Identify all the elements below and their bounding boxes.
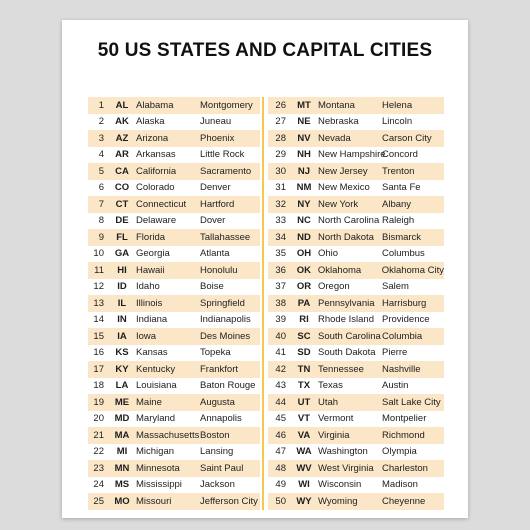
poster-title: 50 US STATES AND CAPITAL CITIES [97, 40, 433, 61]
state-abbreviation: NY [297, 198, 311, 210]
state-name: Oregon [318, 281, 350, 293]
row-number: 17 [93, 363, 104, 375]
state-abbreviation: CA [115, 165, 129, 177]
table-row [268, 444, 444, 461]
row-number: 40 [275, 330, 286, 342]
capital-city: Olympia [382, 446, 417, 458]
row-number: 7 [98, 198, 104, 210]
table-row [268, 328, 444, 345]
state-name: Idaho [136, 281, 160, 293]
table-row [268, 427, 444, 444]
row-number: 19 [93, 396, 104, 408]
table-row [88, 262, 260, 279]
state-abbreviation: WV [296, 462, 312, 474]
table-row [88, 163, 260, 180]
table-row [88, 411, 260, 428]
table-row [268, 114, 444, 131]
row-number: 13 [93, 297, 104, 309]
row-number: 10 [93, 248, 104, 260]
table-row [268, 394, 444, 411]
state-abbreviation: MN [114, 462, 130, 474]
capital-city: Augusta [200, 396, 235, 408]
row-number: 14 [93, 314, 104, 326]
state-abbreviation: NE [297, 116, 311, 128]
capital-city: Little Rock [200, 149, 245, 161]
table-row [88, 114, 260, 131]
state-name: Massachusetts [136, 429, 200, 441]
table-row [88, 180, 260, 197]
table-row [268, 345, 444, 362]
state-name: New Mexico [318, 182, 370, 194]
state-abbreviation: IA [117, 330, 127, 342]
state-abbreviation: OR [296, 281, 312, 293]
state-name: Alabama [136, 99, 174, 111]
capital-city: Annapolis [200, 413, 242, 425]
state-abbreviation: NC [297, 215, 311, 227]
row-number: 28 [275, 132, 286, 144]
state-name: Oklahoma [317, 264, 362, 276]
state-abbreviation: CT [115, 198, 129, 210]
capital-city: Raleigh [382, 215, 415, 227]
state-name: Colorado [136, 182, 175, 194]
row-number: 26 [275, 99, 286, 111]
row-number: 9 [98, 231, 104, 243]
state-name: New Hampshire [318, 149, 386, 161]
capital-city: Pierre [382, 347, 408, 359]
state-name: Utah [318, 396, 339, 408]
row-number: 50 [275, 495, 286, 507]
table-row [88, 213, 260, 230]
table-row [268, 312, 444, 329]
state-name: New York [318, 198, 359, 210]
state-name: Ohio [318, 248, 339, 260]
state-name: California [136, 165, 177, 177]
state-abbreviation: DE [115, 215, 129, 227]
state-name: Maine [136, 396, 162, 408]
row-number: 31 [275, 182, 286, 194]
capital-city: Saint Paul [200, 462, 244, 474]
state-name: Delaware [136, 215, 177, 227]
row-number: 35 [275, 248, 286, 260]
state-name: New Jersey [318, 165, 368, 177]
capital-city: Oklahoma City [381, 264, 444, 276]
state-name: Missouri [136, 495, 172, 507]
state-abbreviation: WI [298, 479, 310, 491]
state-abbreviation: NM [296, 182, 312, 194]
capital-city: Salem [382, 281, 409, 293]
row-number: 5 [98, 165, 104, 177]
capital-city: Carson City [382, 132, 432, 144]
state-abbreviation: AZ [115, 132, 129, 144]
row-number: 16 [93, 347, 104, 359]
left-column [88, 97, 264, 510]
table-row [88, 378, 260, 395]
capital-city: Honolulu [200, 264, 238, 276]
state-name: Vermont [318, 413, 354, 425]
state-name: Iowa [136, 330, 157, 342]
state-abbreviation: NJ [297, 165, 311, 177]
capital-city: Cheyenne [382, 495, 426, 507]
state-name: Wyoming [318, 495, 358, 507]
row-number: 37 [275, 281, 286, 293]
capital-city: Springfield [200, 297, 245, 309]
state-name: West Virginia [318, 462, 374, 474]
state-abbreviation: MS [114, 479, 130, 491]
table-row [88, 196, 260, 213]
capital-city: Atlanta [200, 248, 230, 260]
state-name: Nevada [318, 132, 351, 144]
capital-city: Concord [382, 149, 418, 161]
capital-city: Providence [382, 314, 430, 326]
state-name: Minnesota [136, 462, 180, 474]
state-abbreviation: IL [117, 297, 127, 309]
row-number: 48 [275, 462, 286, 474]
row-number: 46 [275, 429, 286, 441]
table-row [88, 312, 260, 329]
row-number: 32 [275, 198, 286, 210]
right-column [268, 97, 444, 510]
table-row [88, 279, 260, 296]
capital-city: Tallahassee [200, 231, 251, 243]
table-row [268, 213, 444, 230]
table-row [268, 361, 444, 378]
capital-city: Boise [200, 281, 224, 293]
table-row [88, 345, 260, 362]
states-table [88, 97, 444, 510]
state-name: South Carolina [318, 330, 381, 342]
row-number: 25 [93, 495, 104, 507]
row-number: 30 [275, 165, 286, 177]
state-name: Mississippi [136, 479, 182, 491]
row-number: 45 [275, 413, 286, 425]
state-name: North Carolina [318, 215, 380, 227]
state-name: Kentucky [136, 363, 176, 375]
state-name: Texas [318, 380, 343, 392]
row-number: 47 [275, 446, 286, 458]
state-name: Montana [318, 99, 355, 111]
capital-city: Montpelier [382, 413, 427, 425]
state-abbreviation: WA [296, 446, 312, 458]
row-number: 36 [275, 264, 286, 276]
row-number: 41 [275, 347, 286, 359]
table-row [268, 180, 444, 197]
table-row [268, 279, 444, 296]
table-row [268, 295, 444, 312]
state-abbreviation: ND [297, 231, 311, 243]
row-number: 3 [98, 132, 104, 144]
table-row [268, 147, 444, 164]
row-number: 43 [275, 380, 286, 392]
capital-city: Charleston [382, 462, 428, 474]
state-name: Maryland [136, 413, 176, 425]
row-number: 39 [275, 314, 286, 326]
state-abbreviation: ID [117, 281, 127, 293]
capital-city: Lansing [200, 446, 234, 458]
state-name: Nebraska [318, 116, 359, 128]
row-number: 34 [275, 231, 286, 243]
state-abbreviation: FL [116, 231, 128, 243]
capital-city: Lincoln [382, 116, 413, 128]
capital-city: Montgomery [200, 99, 253, 111]
row-number: 21 [93, 429, 104, 441]
state-abbreviation: RI [299, 314, 309, 326]
row-number: 49 [275, 479, 286, 491]
capital-city: Des Moines [200, 330, 251, 342]
state-abbreviation: VT [297, 413, 311, 425]
state-name: Tennessee [318, 363, 364, 375]
state-abbreviation: MO [114, 495, 130, 507]
table-row [268, 130, 444, 147]
table-row [88, 147, 260, 164]
state-abbreviation: KY [115, 363, 129, 375]
row-number: 27 [275, 116, 286, 128]
row-number: 24 [93, 479, 104, 491]
row-number: 4 [98, 149, 104, 161]
state-name: Florida [136, 231, 166, 243]
state-abbreviation: WY [296, 495, 312, 507]
capital-city: Columbus [382, 248, 425, 260]
row-number: 44 [275, 396, 286, 408]
state-abbreviation: CO [114, 182, 130, 194]
state-abbreviation: GA [114, 248, 130, 260]
state-name: Washington [318, 446, 368, 458]
row-number: 2 [98, 116, 104, 128]
state-name: Connecticut [136, 198, 187, 210]
table-row [268, 493, 444, 510]
row-number: 12 [93, 281, 104, 293]
table-row [88, 246, 260, 263]
state-abbreviation: LA [115, 380, 129, 392]
capital-city: Hartford [200, 198, 235, 210]
row-number: 18 [93, 380, 104, 392]
state-name: Alaska [136, 116, 165, 128]
table-row [88, 493, 260, 510]
row-number: 20 [93, 413, 104, 425]
state-name: Kansas [136, 347, 168, 359]
state-name: Illinois [136, 297, 163, 309]
row-number: 22 [93, 446, 104, 458]
table-row [268, 378, 444, 395]
capital-city: Salt Lake City [382, 396, 441, 408]
state-abbreviation: NH [297, 149, 311, 161]
row-number: 11 [94, 264, 104, 276]
state-abbreviation: MI [116, 446, 128, 458]
capital-city: Juneau [200, 116, 232, 128]
capital-city: Richmond [382, 429, 425, 441]
capital-city: Frankfort [200, 363, 239, 375]
table-row [88, 361, 260, 378]
state-abbreviation: SC [297, 330, 311, 342]
capital-city: Columbia [382, 330, 423, 342]
capital-city: Sacramento [200, 165, 252, 177]
state-name: Hawaii [136, 264, 165, 276]
capital-city: Santa Fe [382, 182, 421, 194]
state-abbreviation: HI [117, 264, 127, 276]
state-name: Louisiana [136, 380, 177, 392]
state-abbreviation: OK [296, 264, 312, 276]
state-abbreviation: ME [114, 396, 130, 408]
state-abbreviation: TX [297, 380, 311, 392]
capital-city: Dover [200, 215, 226, 227]
state-name: Arizona [136, 132, 169, 144]
row-number: 33 [275, 215, 286, 227]
row-number: 29 [275, 149, 286, 161]
table-row [268, 262, 444, 279]
state-abbreviation: TN [297, 363, 311, 375]
table-row [88, 130, 260, 147]
table-row [268, 196, 444, 213]
capital-city: Helena [382, 99, 413, 111]
state-name: Arkansas [136, 149, 176, 161]
state-abbreviation: IN [117, 314, 127, 326]
row-number: 1 [98, 99, 104, 111]
state-abbreviation: AK [115, 116, 129, 128]
state-abbreviation: SD [297, 347, 311, 359]
table-row [268, 163, 444, 180]
state-name: Indiana [136, 314, 168, 326]
table-row [88, 394, 260, 411]
table-row [88, 229, 260, 246]
capital-city: Jefferson City [200, 495, 258, 507]
table-row [88, 328, 260, 345]
row-number: 8 [98, 215, 104, 227]
table-row [268, 246, 444, 263]
state-name: Pennsylvania [318, 297, 375, 309]
capital-city: Nashville [382, 363, 421, 375]
capital-city: Phoenix [200, 132, 235, 144]
poster [62, 20, 468, 518]
table-row [268, 411, 444, 428]
state-name: North Dakota [318, 231, 374, 243]
capital-city: Trenton [382, 165, 415, 177]
row-number: 23 [93, 462, 104, 474]
table-row [268, 97, 444, 114]
row-number: 15 [93, 330, 104, 342]
state-abbreviation: UT [297, 396, 311, 408]
state-abbreviation: AR [115, 149, 129, 161]
state-name: Wisconsin [318, 479, 362, 491]
capital-city: Indianapolis [200, 314, 251, 326]
capital-city: Denver [200, 182, 231, 194]
state-abbreviation: OH [296, 248, 312, 260]
row-number: 42 [275, 363, 286, 375]
row-number: 6 [98, 182, 104, 194]
state-name: South Dakota [318, 347, 376, 359]
state-abbreviation: MA [114, 429, 130, 441]
state-name: Rhode Island [318, 314, 374, 326]
state-abbreviation: AL [115, 99, 129, 111]
table-row [88, 295, 260, 312]
capital-city: Baton Rouge [200, 380, 256, 392]
state-abbreviation: VA [297, 429, 311, 441]
state-abbreviation: PA [297, 297, 311, 309]
state-name: Virginia [318, 429, 350, 441]
state-abbreviation: MT [297, 99, 311, 111]
row-number: 38 [275, 297, 286, 309]
capital-city: Harrisburg [382, 297, 427, 309]
state-abbreviation: MD [114, 413, 130, 425]
table-row [88, 477, 260, 494]
capital-city: Austin [382, 380, 409, 392]
table-row [88, 97, 260, 114]
state-abbreviation: KS [115, 347, 129, 359]
capital-city: Boston [200, 429, 230, 441]
state-name: Michigan [136, 446, 175, 458]
capital-city: Madison [382, 479, 418, 491]
state-name: Georgia [136, 248, 170, 260]
table-row [268, 477, 444, 494]
table-row [88, 427, 260, 444]
table-row [88, 460, 260, 477]
state-abbreviation: NV [297, 132, 311, 144]
capital-city: Bismarck [382, 231, 422, 243]
capital-city: Jackson [200, 479, 235, 491]
table-row [268, 460, 444, 477]
capital-city: Topeka [200, 347, 231, 359]
capital-city: Albany [382, 198, 412, 210]
table-row [268, 229, 444, 246]
table-row [88, 444, 260, 461]
